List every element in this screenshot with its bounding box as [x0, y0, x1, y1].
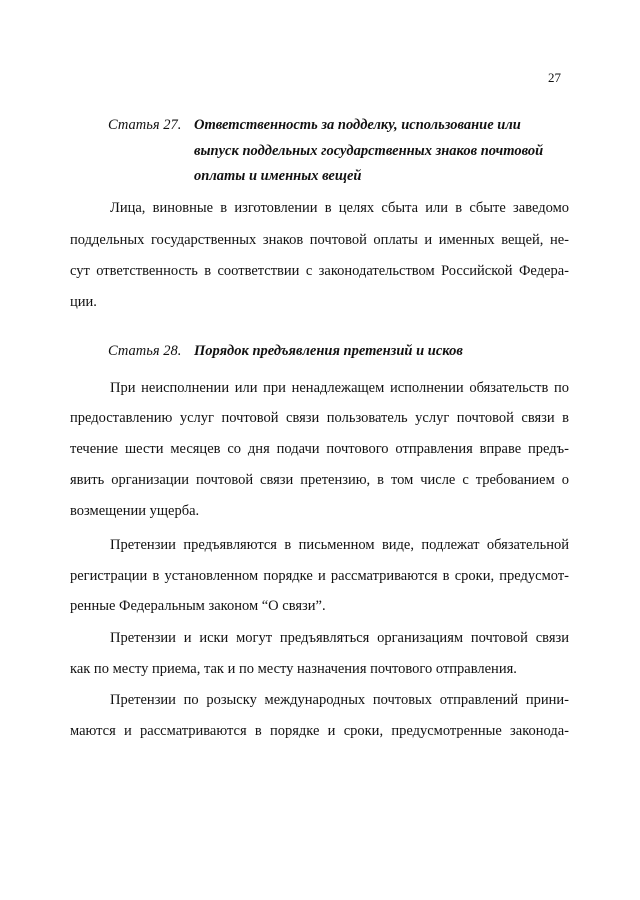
- article-27-title-line: оплаты и именных вещей: [194, 168, 362, 184]
- body-text-line: поддельных государственных знаков почтовой оплаты и именных вещей, не-: [70, 232, 569, 248]
- body-text-line: ренные Федеральным законом “О связи”.: [70, 598, 326, 614]
- body-text-line: ции.: [70, 294, 97, 310]
- body-text-line: регистрации в установленном порядке и рассматриваются в сроки, предусмот-: [70, 568, 569, 584]
- body-text-line: При неисполнении или при ненадлежащем исполнении обязательств по: [110, 380, 569, 396]
- body-text-line: возмещении ущерба.: [70, 503, 200, 519]
- article-27-title-line: выпуск поддельных государственных знаков почтовой: [194, 143, 544, 159]
- body-text-line: сут ответственность в соответствии с законодательством Российской Федера-: [70, 263, 569, 279]
- body-text-line: Претензии и иски могут предъявляться организациям почтовой связи: [110, 630, 569, 646]
- article-27-label: Статья 27.: [108, 117, 182, 133]
- body-text-line: течение шести месяцев со дня подачи почтового отправления вправе предъ-: [70, 441, 569, 457]
- body-text-line: Претензии по розыску международных почтовых отправлений прини-: [110, 692, 569, 708]
- article-28-heading: [108, 338, 463, 364]
- article-27-title-line: Ответственность за подделку, использование или: [194, 117, 521, 133]
- page-number: 27: [548, 70, 561, 85]
- body-text-line: Претензии предъявляются в письменном виде, подлежат обязательной: [110, 537, 569, 553]
- article-28-title: Порядок предъявления претензий и исков: [194, 343, 463, 359]
- article-27-heading: [108, 112, 521, 138]
- body-text-line: как по месту приема, так и по месту назначения почтового отправления.: [70, 661, 517, 677]
- body-text-line: предоставлению услуг почтовой связи пользователь услуг почтовой связи в: [70, 410, 569, 426]
- body-text-line: маются и рассматриваются в порядке и сроки, предусмотренные законода-: [70, 723, 569, 739]
- article-28-label: Статья 28.: [108, 343, 182, 359]
- body-text-line: явить организации почтовой связи претензию, в том числе с требованием о: [70, 472, 569, 488]
- body-text-line: Лица, виновные в изготовлении в целях сбыта или в сбыте заведомо: [110, 200, 569, 216]
